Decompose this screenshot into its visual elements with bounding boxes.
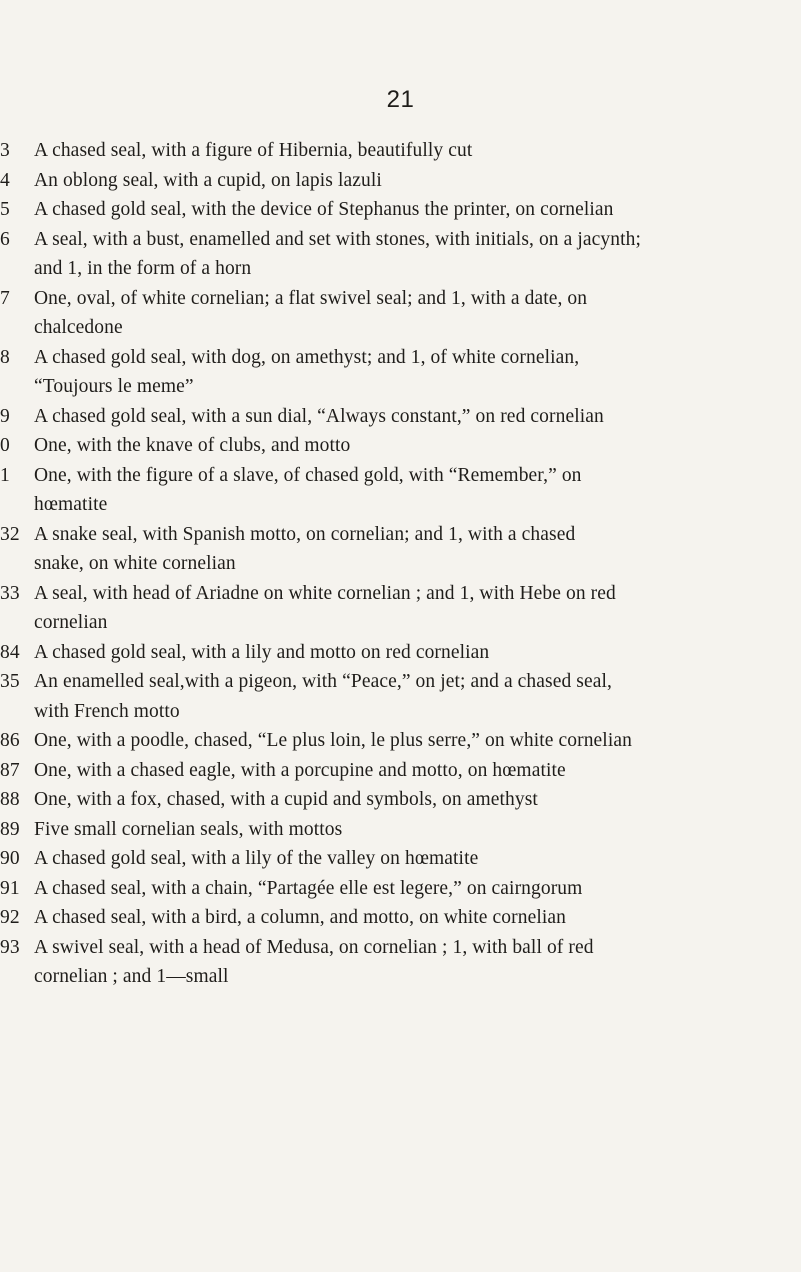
lot-entry xyxy=(0,431,796,461)
lot-description xyxy=(28,136,796,166)
lot-number: 91 xyxy=(0,877,20,899)
lot-description xyxy=(28,933,796,992)
lot-number: 84 xyxy=(0,641,20,663)
lot-description-line: chalcedone xyxy=(34,317,123,338)
lot-description-line: A chased gold seal, with a sun dial, “Always constant,” on red cornelian xyxy=(34,405,604,427)
lot-description-line: A chased gold seal, with a lily and motto on red cornelian xyxy=(34,641,490,663)
lot-entry xyxy=(0,844,796,874)
lot-description-line: A chased gold seal, with a lily of the valley on hœmatite xyxy=(34,848,479,869)
lot-number: 87 xyxy=(0,759,20,781)
lot-number: 4 xyxy=(0,169,10,191)
lot-entry xyxy=(0,461,796,520)
lot-entry xyxy=(0,402,796,432)
lot-number: 5 xyxy=(0,199,10,220)
lot-description-line: A seal, with a bust, enamelled and set with stones, with initials, on a jacynth; xyxy=(34,228,641,250)
lot-description-line: cornelian ; and 1—small xyxy=(34,966,229,987)
lot-description-line: A swivel seal, with a head of Medusa, on cornelian ; 1, with ball of red xyxy=(34,936,594,958)
lot-description xyxy=(28,785,796,815)
lot-description xyxy=(28,343,796,402)
lot-entry xyxy=(0,225,796,284)
lot-description xyxy=(28,520,796,579)
lot-entry xyxy=(0,343,796,402)
lot-description-line: with French motto xyxy=(34,700,180,722)
lot-description xyxy=(28,638,796,668)
lot-entry xyxy=(0,136,796,166)
lot-entry xyxy=(0,903,796,933)
lot-entry xyxy=(0,284,796,343)
lot-number: 88 xyxy=(0,789,20,810)
lot-number: 3 xyxy=(0,140,10,161)
lot-number: 7 xyxy=(0,287,10,309)
lot-description xyxy=(28,431,796,461)
lot-description-line: One, with a poodle, chased, “Le plus loin, le plus serre,” on white cornelian xyxy=(34,730,632,751)
lot-description xyxy=(28,844,796,874)
lot-description-line: “Toujours le meme” xyxy=(34,376,194,397)
lot-description xyxy=(28,284,796,343)
lot-entry xyxy=(0,815,796,845)
lot-entry xyxy=(0,638,796,668)
lot-number: 92 xyxy=(0,907,20,928)
lot-description xyxy=(28,667,796,726)
lot-list xyxy=(0,136,796,992)
lot-description-line: cornelian xyxy=(34,612,108,633)
lot-description-line: A chased seal, with a chain, “Partagée elle est legere,” on cairngorum xyxy=(34,877,583,899)
lot-description xyxy=(28,903,796,933)
lot-description-line: A chased gold seal, with dog, on amethyst; and 1, of white cornelian, xyxy=(34,346,580,368)
lot-description-line: One, with a fox, chased, with a cupid and symbols, on amethyst xyxy=(34,789,538,810)
page-number: 21 xyxy=(386,86,415,113)
lot-description xyxy=(28,815,796,845)
lot-description xyxy=(28,874,796,904)
lot-description xyxy=(28,461,796,520)
lot-description-line: A seal, with head of Ariadne on white cornelian ; and 1, with Hebe on red xyxy=(34,582,616,604)
lot-entry xyxy=(0,166,796,196)
lot-number: 33 xyxy=(0,582,20,604)
lot-description-line: An enamelled seal,with a pigeon, with “Peace,” on jet; and a chased seal, xyxy=(34,671,612,692)
lot-entry xyxy=(0,785,796,815)
lot-number: 86 xyxy=(0,730,20,751)
lot-description-line: One, oval, of white cornelian; a flat swivel seal; and 1, with a date, on xyxy=(34,287,588,309)
lot-description-line: A chased seal, with a figure of Hibernia, beautifully cut xyxy=(34,140,473,161)
lot-description-line: One, with a chased eagle, with a porcupine and motto, on hœmatite xyxy=(34,759,566,781)
lot-entry xyxy=(0,579,796,638)
lot-entry xyxy=(0,726,796,756)
lot-entry xyxy=(0,933,796,992)
lot-description-line: snake, on white cornelian xyxy=(34,553,236,574)
lot-description xyxy=(28,225,796,284)
lot-description-line: One, with the figure of a slave, of chased gold, with “Remember,” on xyxy=(34,464,582,486)
lot-number: 35 xyxy=(0,671,20,692)
lot-number: 32 xyxy=(0,523,20,545)
lot-number: 1 xyxy=(0,464,10,486)
lot-number: 89 xyxy=(0,818,20,840)
lot-number: 93 xyxy=(0,936,20,958)
lot-description-line: A chased seal, with a bird, a column, and motto, on white cornelian xyxy=(34,907,566,928)
lot-description-line: One, with the knave of clubs, and motto xyxy=(34,435,351,456)
lot-number: 6 xyxy=(0,228,10,250)
lot-description-line: An oblong seal, with a cupid, on lapis lazuli xyxy=(34,169,382,191)
lot-number: 8 xyxy=(0,346,10,368)
lot-description xyxy=(28,166,796,196)
lot-entry xyxy=(0,195,796,225)
lot-entry xyxy=(0,756,796,786)
lot-entry xyxy=(0,667,796,726)
lot-entry xyxy=(0,520,796,579)
lot-description xyxy=(28,579,796,638)
lot-description-line: and 1, in the form of a horn xyxy=(34,258,252,279)
lot-description xyxy=(28,402,796,432)
lot-description-line: A snake seal, with Spanish motto, on cornelian; and 1, with a chased xyxy=(34,523,576,545)
lot-number: 90 xyxy=(0,848,20,869)
lot-description xyxy=(28,195,796,225)
lot-number: 0 xyxy=(0,435,10,456)
lot-number: 9 xyxy=(0,405,10,427)
lot-description xyxy=(28,726,796,756)
lot-description-line: A chased gold seal, with the device of Stephanus the printer, on cornelian xyxy=(34,199,614,220)
lot-description xyxy=(28,756,796,786)
lot-description-line: hœmatite xyxy=(34,494,108,515)
lot-entry xyxy=(0,874,796,904)
lot-description-line: Five small cornelian seals, with mottos xyxy=(34,818,343,840)
